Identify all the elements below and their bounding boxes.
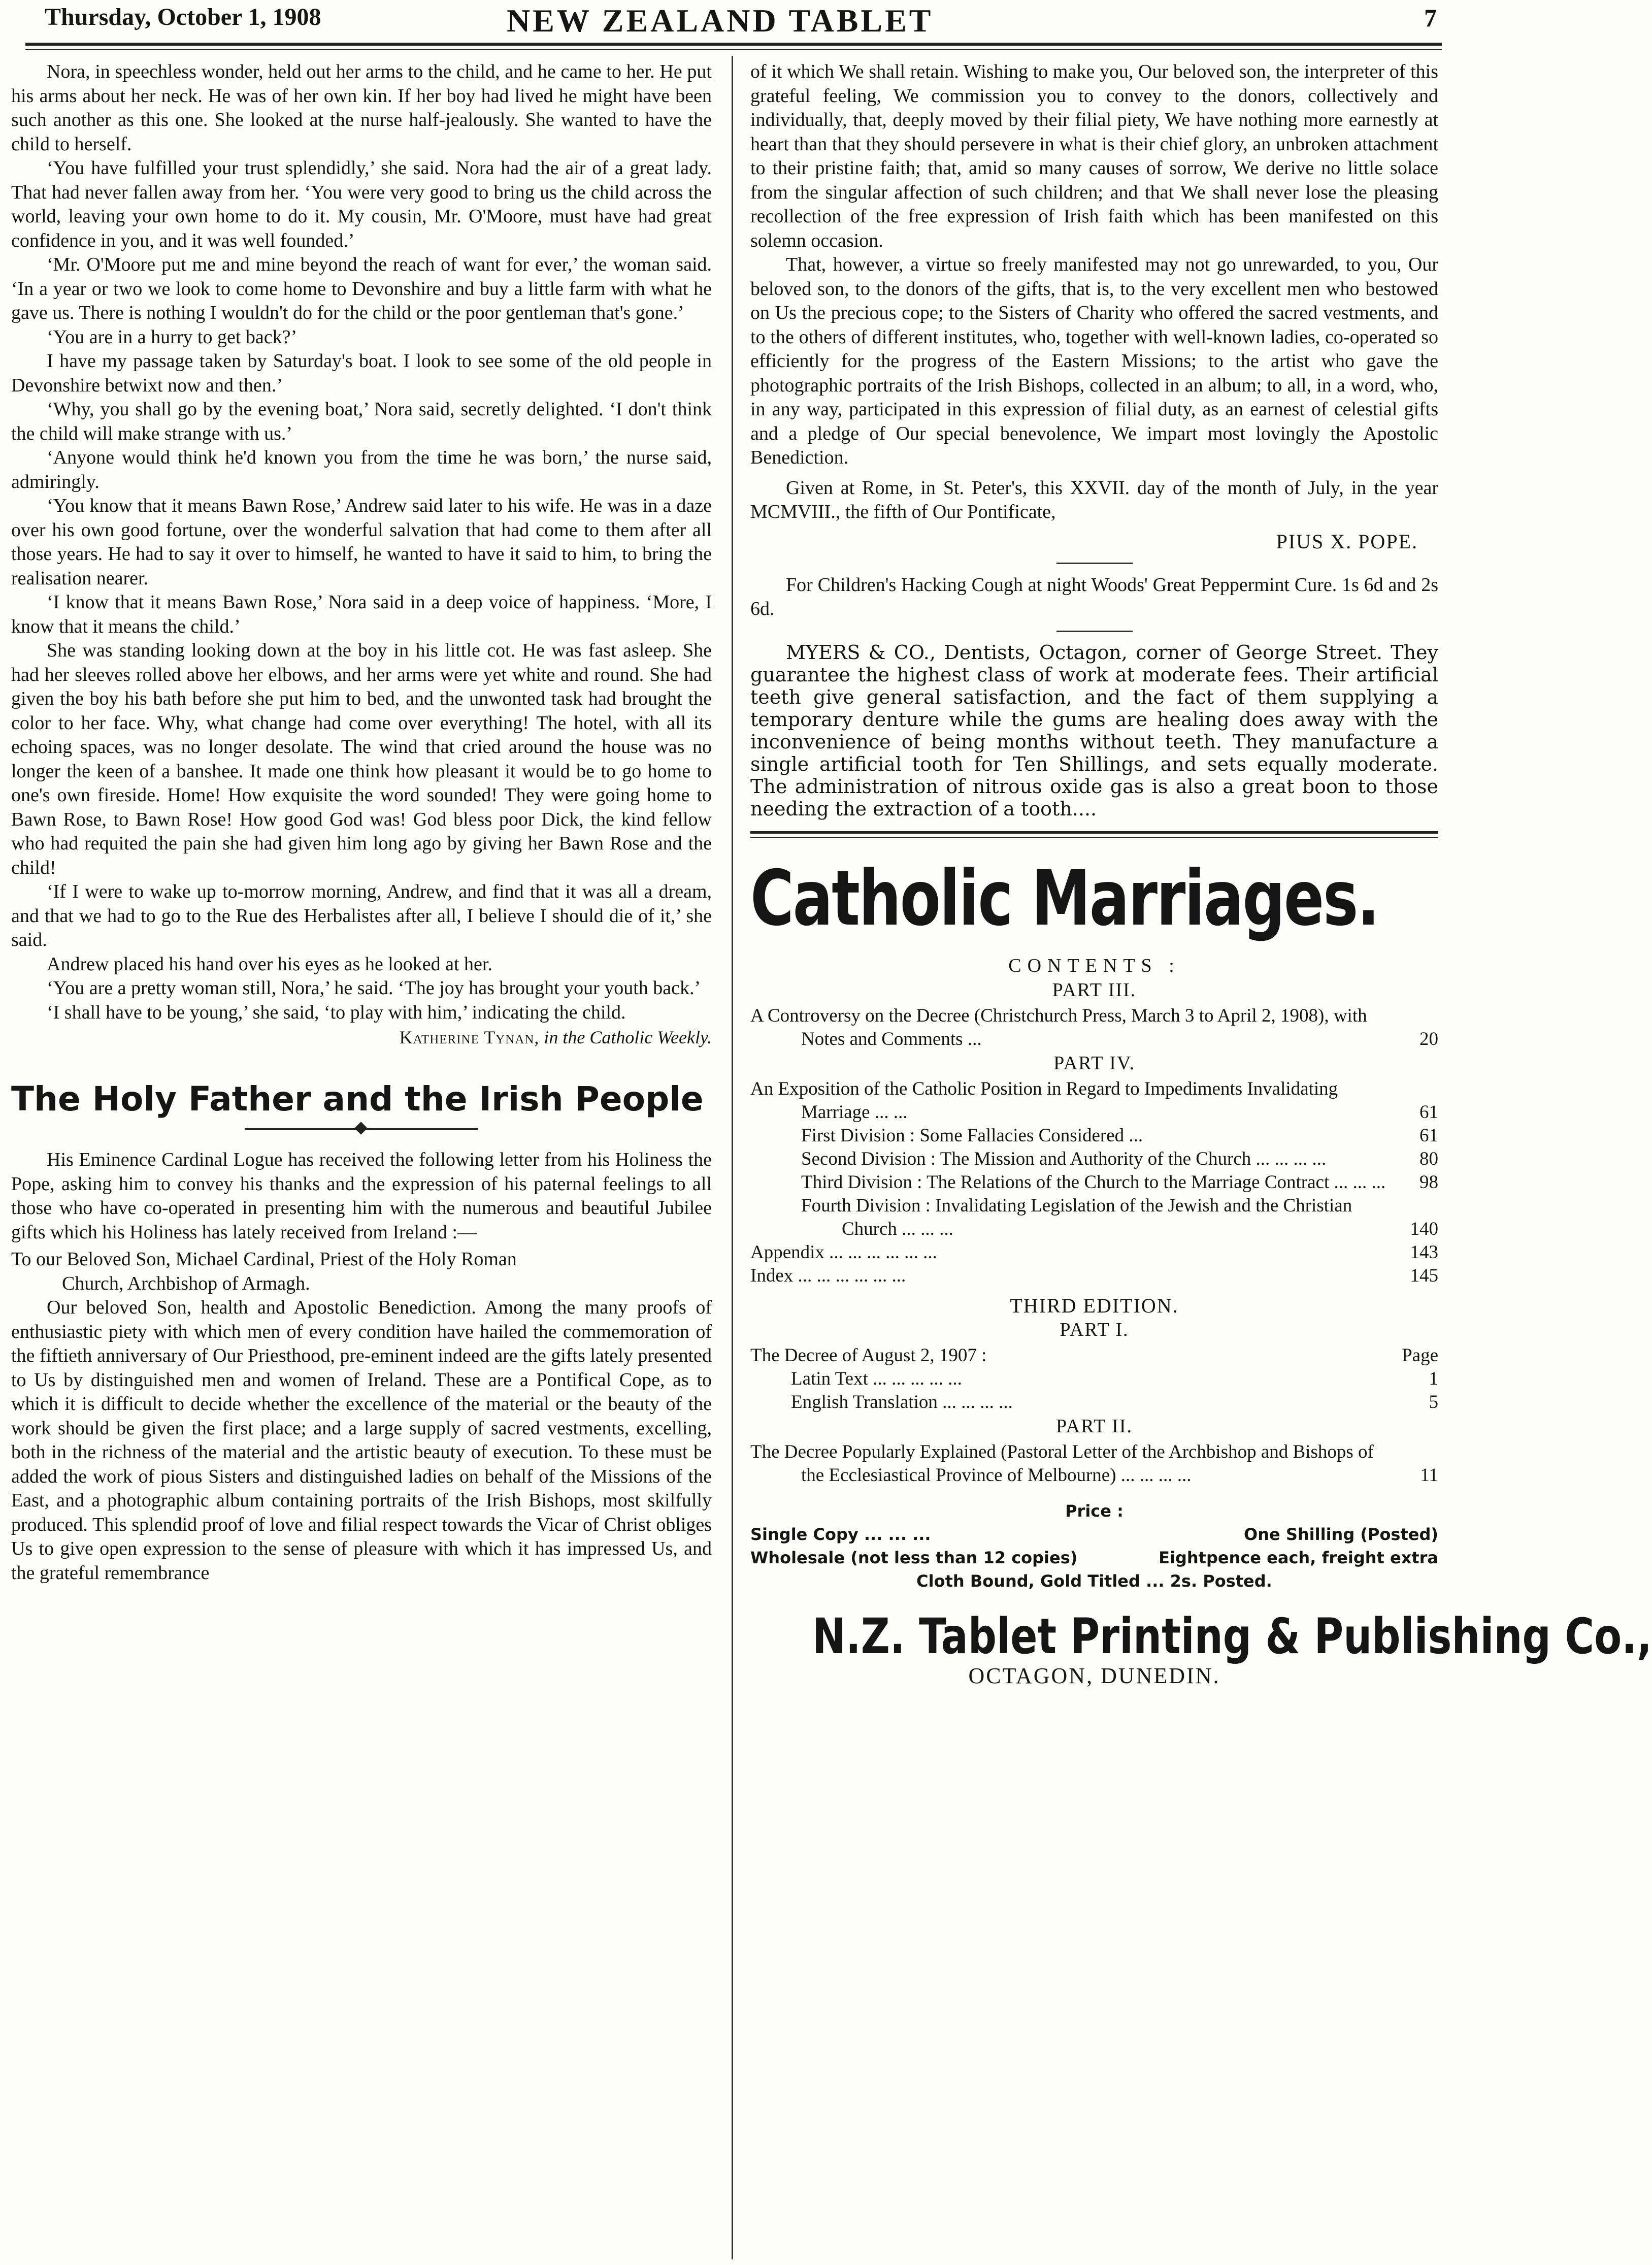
publisher-address: OCTAGON, DUNEDIN. [968,1663,1220,1688]
price-row: Wholesale (not less than 12 copies) Eightpence each, freight extra [750,1548,1438,1567]
toc-entry: Index ... ... ... ... ... ... 145 [750,1265,1438,1286]
story-paragraph: ‘I know that it means Bawn Rose,’ Nora said in a deep voice of happiness. ‘More, I know that it means the child.’ [11,592,712,637]
part-label: PART IV. [1053,1052,1135,1074]
letter-body: That, however, a virtue so freely manifested may not go unrewarded, to you, Our beloved son, to the donors of the gifts, that is, to the very excellent men who bestowed on Us the precious cope; to the Sisters of Charity who offered the sacred vestments, and to the others of different institutes, who, together with well-known ladies, co-operated so efficiently for the progress of the Eastern Missions; to the artist who gave the photographic portraits of the Irish Bishops, collected in an album; to all, in a word, who, in any way, participated in this expression of filial duty, as an earnest of celestial gifts and a pledge of Our special benevolence, We impart most lovingly the Apostolic Benediction. [750,254,1438,468]
toc-entry: Fourth Division : Invalidating Legislation of the Jewish and the Christian Church ... ... ... 140 [801,1195,1438,1239]
toc-entry: An Exposition of the Catholic Position in Regard to Impediments Invalidating Marriage ... ... 61 [750,1078,1438,1123]
price-label: Price : [1065,1501,1124,1521]
byline-source: in the Catholic Weekly. [544,1027,712,1047]
separator [1056,563,1133,564]
myers-advert: MYERS & CO., Dentists, Octagon, corner of George Street. They guarantee the highest class of work at moderate fees. Their artificial teeth give general satisfaction, and the fact of them supplying a temporary denture while the gums are healing does away with the inconvenience of being months without teeth. They manufacture a single artificial tooth for Ten Shillings, and sets equally moderate. The administration of nitrous oxide gas is also a great boon to those needing the extraction of a tooth.... [750,641,1438,820]
right-column [750,60,1652,1689]
story-paragraph: She was standing looking down at the boy in his little cot. He was fast asleep. She had her sleeves rolled above her elbows, and her arms were yet white and round. She had given the boy his bath before she put him to bed, and the unwonted task had brought the color to her face. Why, what change had come over everything! The hotel, with all its echoing spaces, was no longer desolate. The wind that cried around the house was no longer the keen of a banshee. It made one think how pleasant it would be to go home to one's own fireside. Home! How exquisite the word sounded! They were going home to Bawn Rose, to Bawn Rose! How good God was! God bless poor Dick, the kind fellow who had requited the pain she had given him long ago by giving her Bawn Rose and the child! [11,640,712,878]
separator [1056,631,1133,632]
toc-entry: English Translation ... ... ... ... 5 [791,1391,1438,1413]
letter-signature: PIUS X. POPE. [1276,530,1418,553]
part-label: PART II. [1056,1415,1133,1437]
story-paragraph: ‘You are a pretty woman still, Nora,’ he said. ‘The joy has brought your youth back.’ [47,977,701,999]
column-divider [732,56,733,2259]
toc-entry: The Decree Popularly Explained (Pastoral Letter of the Archbishop and Bishops of the Ecclesiastical Province of Melbourne) ... ... ... ... 11 [750,1441,1438,1486]
section-rule-thin [750,837,1438,838]
story-paragraph: Nora, in speechless wonder, held out her arms to the child, and he came to her. He put his arms about her neck. He was of her own kin. If her boy had lived he might have been such another as this one. She looked at the nurse half-jealously. She wanted to have the child to herself. [11,61,712,155]
salutation-line: Church, Archbishop of Armagh. [62,1272,310,1294]
publisher-name: N.Z. Tablet Printing & Publishing Co., [812,1607,1652,1665]
story-paragraph: ‘I shall have to be young,’ she said, ‘to play with him,’ indicating the child. [47,1001,626,1023]
toc-entry: Appendix ... ... ... ... ... ... 143 [750,1241,1438,1263]
story-paragraph: ‘If I were to wake up to-morrow morning, Andrew, and find that it was all a dream, and that we had to go to the Rue des Herbalistes after all, I believe I should die of it,’ she said. [11,881,712,950]
story-paragraph: Andrew placed his hand over his eyes as he looked at her. [47,953,492,975]
letter-dateline: Given at Rome, in St. Peter's, this XXVII. day of the month of July, in the year MCMVIII., the fifth of Our Pontificate, [750,477,1438,522]
article-title: The Holy Father and the Irish People [11,1079,704,1119]
masthead-rule-thin [25,49,1442,50]
page-number: 7 [1424,4,1437,32]
left-column [11,60,712,1585]
masthead-rule [25,43,1442,46]
toc-entry: First Division : Some Fallacies Considered ... 61 [801,1125,1438,1146]
issue-date: Thursday, October 1, 1908 [45,4,321,30]
price-row: Single Copy ... ... ... One Shilling (Posted) [750,1524,1438,1544]
edition-label: THIRD EDITION. [1010,1294,1179,1317]
toc-entry: Third Division : The Relations of the Church to the Marriage Contract ... ... ... 98 [801,1171,1438,1193]
toc-entry: A Controversy on the Decree (Christchurch Press, March 3 to April 2, 1908), with Notes and Comments ... 20 [750,1005,1438,1049]
letter-body: of it which We shall retain. Wishing to make you, Our beloved son, the interpreter of this grateful feeling, We commission you to convey to the donors, collectively and individually, that, deeply moved by their filial piety, We have nothing more earnestly at heart than that they should persevere in what is their chief glory, an unbroken attachment to their pristine faith; that, amid so many causes of sorrow, We derive no little solace from the singular affection of such children; and that We shall never lose the pleasing recollection of the free expression of Irish faith which has been manifested on this solemn occasion. [750,61,1438,251]
heading-ornament [11,1124,712,1135]
letter-body: Our beloved Son, health and Apostolic Benediction. Among the many proofs of enthusiastic piety with which men of every condition have hailed the commemoration of the fiftieth anniversary of Our Priesthood, pre-eminent indeed are the gifts lately presented to Us by distinguished men and women of Ireland. These are a Pontifical Cope, as to which it is difficult to decide whether the excellence of the material or the beauty of the work should be given the first place; and a large supply of sacred vestments, excelling, both in the richness of the material and the artistic beauty of execution. To these must be added the work of pious Sisters and distinguished ladies on behalf of the Missions of the East, and a photographic album containing portraits of the Irish Bishops, most skilfully produced. This splendid proof of love and filial respect towards the Vicar of Christ obliges Us to give open expression to the sense of pleasure with which it has impressed Us, and the grateful remembrance [11,1297,712,1584]
price-cloth: Cloth Bound, Gold Titled ... 2s. Posted. [916,1571,1272,1591]
toc-entry: The Decree of August 2, 1907 : Page [750,1344,1438,1366]
story-paragraph: ‘Mr. O'Moore put me and mine beyond the reach of want for ever,’ the woman said. ‘In a year or two we look to come home to Devonshire and buy a little farm with what he gave us. There is nothing I wouldn't do for the child or the poor gentleman that's gone.’ [11,254,712,323]
toc-entry: Latin Text ... ... ... ... ... 1 [791,1368,1438,1389]
book-ad-title: Catholic Marriages. [750,854,1379,943]
toc-entry: Second Division : The Mission and Authority of the Church ... ... ... ... 80 [801,1148,1438,1169]
article-intro: His Eminence Cardinal Logue has received the following letter from his Holiness the Pope, asking him to convey his thanks and the expression of his paternal feelings to all those who have co-operated in presenting him with the numerous and beautiful Jubilee gifts which his Holiness has lately received from Ireland :— [11,1149,712,1243]
story-paragraph: ‘You know that it means Bawn Rose,’ Andrew said later to his wife. He was in a daze over his own good fortune, over the wonderful salvation that had come to them after all those years. He had to say it over to himself, he wanted to have it said to him, to bring the realisation nearer. [11,495,712,589]
part-label: PART III. [1052,979,1137,1001]
part-label: PART I. [1060,1319,1129,1340]
diamond-icon [354,1122,367,1134]
salutation-line: To our Beloved Son, Michael Cardinal, Priest of the Holy Roman [11,1249,517,1270]
story-paragraph: ‘Why, you shall go by the evening boat,’ Nora said, secretly delighted. ‘I don't think the child will make strange with us.’ [11,399,712,444]
letter-salutation [11,1248,712,1296]
story-paragraph: ‘Anyone would think he'd known you from the time he was born,’ the nurse said, admiringly. [11,447,712,493]
story-paragraph: ‘You have fulfilled your trust splendidly,’ she said. Nora had the air of a great lady. That had never fallen away from her. ‘You were very good to bring us the child across the world, leaving your own home to do it. My cousin, Mr. O'Moore, must have had great confidence in you, and it was well founded.’ [11,157,712,251]
story-paragraph: I have my passage taken by Saturday's boat. I look to see some of the old people in Devonshire betwixt now and then.’ [11,350,712,396]
story-paragraph: ‘You are in a hurry to get back?’ [47,326,298,348]
newspaper-title: NEW ZEALAND TABLET [507,3,934,39]
section-rule [750,831,1438,834]
masthead [15,2,1447,44]
byline-author: Katherine Tynan, [399,1027,540,1047]
contents-label: CONTENTS : [1008,955,1180,976]
woods-advert: For Children's Hacking Cough at night Woods' Great Peppermint Cure. 1s 6d and 2s 6d. [750,574,1438,619]
story-byline [11,1027,712,1048]
